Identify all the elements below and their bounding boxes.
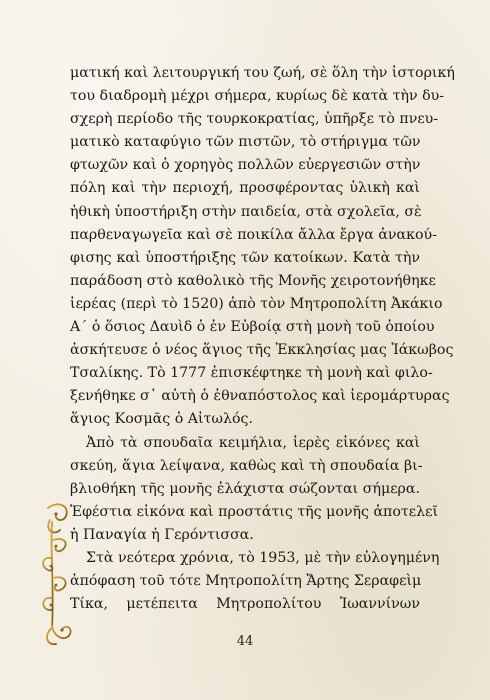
text-line: Ἐφέστια εἰκόνα καὶ προστάτις τῆς μονῆς ἀποτελεῖ [70, 503, 439, 520]
text-line: ματικὸ καταφύγιο τῶν πιστῶν, τὸ στήριγμα τῶν [70, 134, 421, 151]
text-line: του διαδρομὴ μέχρι σήμερα, κυρίως δὲ κατὰ τὴν δυ- [70, 88, 445, 105]
text-line: ἠθικὴ ὑποστήριξη στὴν παιδεία, στὰ σχολεῖα, σὲ [70, 203, 422, 220]
text-line: Στὰ νεότερα χρόνια, τὸ 1953, μὲ τὴν εὐλογημένη [86, 549, 440, 566]
text-line: παράδοση στὸ καθολικὸ τῆς Μονῆς χειροτονήθηκε [70, 272, 436, 289]
text-line: φισης καὶ ὑποστήριξης τῶν κατοίκων. Κατὰ τὴν [70, 249, 420, 266]
paragraph-2 [70, 432, 439, 547]
text-line: ξενήθηκε σ᾽ αὐτὴ ὁ ἐθναπόστολος καὶ ἱερομάρτυρας [70, 388, 450, 405]
text-line: ἅγιος Κοσμᾶς ὁ Αἰτωλός. [70, 411, 253, 428]
text-line: σχερὴ περίοδο τῆς τουρκοκρατίας, ὑπῆρξε τὸ πνευ- [70, 111, 439, 128]
text-line: Ἀπὸ τὰ σπουδαῖα κειμήλια, ἱερὲς εἰκόνες καὶ [86, 434, 420, 451]
paragraph-3 [70, 547, 440, 616]
text-line: παρθεναγωγεῖα καὶ σὲ ποικίλα ἄλλα ἔργα ἀνακού- [70, 226, 437, 243]
text-line: Α΄ ὁ ὅσιος Δαυὶδ ὁ ἐν Εὐβοίᾳ στὴ μονὴ τοῦ ὁποίου [70, 319, 435, 336]
text-line: πόλη καὶ τὴν περιοχή, προσφέροντας ὑλικὴ καὶ [70, 180, 420, 197]
text-line: βλιοθήκη τῆς μονῆς ἐλάχιστα σώζονται σήμερα. [70, 480, 420, 497]
body-text [70, 62, 455, 616]
text-line: σκεύη, ἅγια λείψανα, καθὼς καὶ τὴ σπουδαία βι- [70, 457, 423, 474]
text-line: Τίκα, μετέπειτα Μητροπολίτου Ἰωαννίνων [70, 596, 420, 613]
page-number: 44 [236, 634, 254, 649]
text-line: Τσαλίκης. Τὸ 1777 ἐπισκέφτηκε τὴ μονὴ καὶ φιλο- [70, 365, 433, 382]
text-line: φτωχῶν καὶ ὁ χορηγὸς πολλῶν εὐεργεσιῶν στὴν [70, 157, 421, 174]
decorative-ornament-icon [40, 500, 78, 650]
paragraph-1 [70, 62, 455, 432]
text-line: ἀπόφαση τοῦ τότε Μητροπολίτη Ἄρτης Σεραφεὶμ [70, 573, 422, 590]
text-line: ἱερέας (περὶ τὸ 1520) ἀπὸ τὸν Μητροπολίτη Ἀκάκιο [70, 295, 443, 312]
text-line: ἀσκήτευσε ὁ νέος ἅγιος τῆς Ἐκκλησίας μας Ἰάκωβος [70, 342, 454, 359]
text-line: ἡ Παναγία ἡ Γερόντισσα. [70, 526, 254, 543]
text-line: ματική καὶ λειτουργική του ζωή, σὲ ὅλη τὴν ἱστορική [70, 65, 455, 81]
